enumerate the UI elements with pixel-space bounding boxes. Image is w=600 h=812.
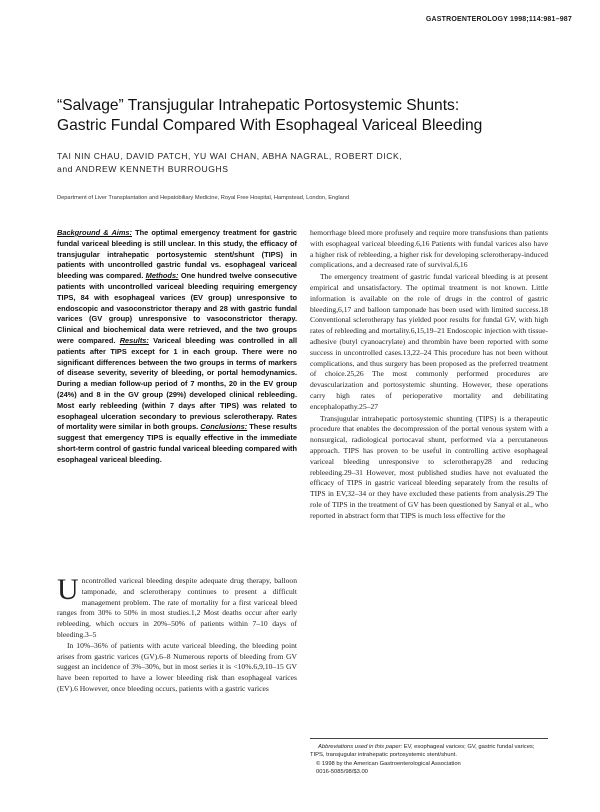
intro-paragraph-1-text: ncontrolled variceal bleeding despite adequate drug therapy, balloon tamponade, and sclerotherapy continues to present a difficult management problem. The rate of mortality for a first variceal bleed ranges from 30% to 50% in most studies.1,2 Most deaths occur after early rebleeding, which occurs in 20%–50% of patients within 7–10 days of bleeding.3–5 [57, 576, 297, 639]
abbreviations-text: EV, esophageal varices; GV, gastric fundal varices; TIPS, transjugular intrahepatic portosystemic stent/shunt. [310, 744, 535, 758]
introduction-left-column [57, 573, 297, 695]
abstract-conclusions-label: Conclusions: [200, 422, 248, 432]
authors-line-1: TAI NIN CHAU, DAVID PATCH, YU WAI CHAN, ABHA NAGRAL, ROBERT DICK, [57, 151, 403, 161]
title-line-2: Gastric Fundal Compared With Esophageal Variceal Bleeding [57, 117, 483, 134]
footnote-divider [310, 738, 548, 739]
journal-running-header: GASTROENTEROLOGY 1998;114:981–987 [425, 16, 572, 23]
abstract-background-text: The optimal emergency treatment for gastric fundal variceal bleeding is still unclear. In this study, the efficacy of transjugular intrahepatic portosystemic stent/shunt (TIPS) in patients with uncontrolled gastric fundal vs. esophageal variceal bleeding was compared. [57, 228, 297, 281]
body-paragraph-continued: hemorrhage bleed more profusely and require more transfusions than patients with esophageal variceal bleeding.6,16 Patients with fundal varices also have a higher risk of rebleeding, a higher risk for developing sclerotherapy-induced complications, and a decreased rate of survival.6,16 [310, 228, 548, 270]
abstract-conclusions-text: These results suggest that emergency TIPS is equally effective in the immediate short-term control of gastric fundal variceal bleeding compared with esophageal variceal bleeding. [57, 422, 297, 464]
abstract-methods-label: Methods: [145, 271, 179, 281]
intro-paragraph-2: In 10%–36% of patients with acute variceal bleeding, the bleeding point arises from gastric varices (GV).6–8 Numerous reports of bleeding from GV suggest an incidence of 3%–30%, but in most series it is <10%.6,9,10–15 GV have been reported to have a lower bleeding risk than esophageal varices (EV).6 However, once bleeding occurs, patients with a gastric varices [57, 640, 297, 693]
copyright-line: © 1998 by the American Gastroenterological Association [316, 761, 461, 767]
body-right-column [310, 228, 548, 522]
issn-line: 0016-5085/98/$3.00 [316, 769, 368, 775]
abbreviations-label: Abbreviations used in this paper: [318, 744, 403, 750]
abstract-results-text: Variceal bleeding was controlled in all patients after TIPS except for 1 in each group. There were no significant differences between the two groups in terms of markers of disease severity, severity of bleeding, or portal hemodynamics. During a median follow-up period of 7 months, 20 in the EV group (24%) and 8 in the GV group (29%) developed clinical rebleeding. Most early rebleeding (within 7 days after TIPS) was related to esophageal ulceration secondary to previous sclerotherapy. Rates of mortality were similar in both groups. [57, 335, 297, 432]
article-title [57, 96, 577, 136]
footnotes [310, 743, 548, 776]
body-paragraph-emergency-treatment: The emergency treatment of gastric fundal variceal bleeding is at present empirical and unsatisfactory. The optimal treatment is not known. Little information is available on the role of drugs in the control of gastric bleeding,6,17 and balloon tamponade has been used with limited success.18 Conventional sclerotherapy has yielded poor results for fundal GV, with high rates of rebleeding and mortality.6,15,19–21 Endoscopic injection with tissue-adhesive (butyl cyanoacrylate) and thrombin have been reported with some success in uncontrolled cases.13,22–24 This procedure has not been without complications, and thus surgery has been proposed as the preferred treatment of choice.25,26 The most commonly performed procedures are devascularization and portosystemic shunting. However, these operations carry high rates of perioperative mortality and debilitating encephalopathy.25–27 [310, 272, 548, 411]
intro-drop-cap: U [57, 573, 79, 606]
authors-line-2: and ANDREW KENNETH BURROUGHS [57, 164, 229, 174]
abstract-methods-text: One hundred twelve consecutive patients with uncontrolled variceal bleeding requiring emergency TIPS, 84 with esophageal varices (EV group) unresponsive to endoscopic and vasoconstrictor therapy and 28 with gastric fundal varices (GV group) unresponsive to vasoconstrictor therapy. Clinical and biochemical data were retrieved, and the two groups were compared. [57, 271, 297, 345]
abbreviations-footnote [310, 743, 548, 759]
title-line-1: “Salvage” Transjugular Intrahepatic Portosystemic Shunts: [57, 97, 460, 114]
abstract-results-label: Results: [119, 335, 149, 345]
author-list [57, 150, 557, 176]
intro-paragraph-1 [57, 573, 297, 641]
author-affiliation: Department of Liver Transplantation and Hepatobiliary Medicine, Royal Free Hospital, Hampstead, London, England [57, 195, 350, 201]
abstract-background-label: Background & Aims: [57, 228, 132, 237]
abstract [57, 228, 297, 466]
abstract-text [57, 228, 297, 466]
body-paragraph-tips: Transjugular intrahepatic portosystemic shunting (TIPS) is a therapeutic procedure that enables the decompression of the portal venous system with a nonsurgical, radiological portocaval shunt, performed via a percutaneous approach. TIPS has proven to be useful in controlling active esophageal variceal bleeding unresponsive to sclerotherapy28 and reducing rebleeding.29–31 However, most published studies have not evaluated the efficacy of TIPS in gastric variceal bleeding separately from the results of TIPS in EV,32–34 or they have excluded these patients from analysis.29 The role of TIPS in the treatment of GV has been questioned by Sanyal et al., who reported in abstract form that TIPS is much less effective for the [310, 413, 548, 520]
